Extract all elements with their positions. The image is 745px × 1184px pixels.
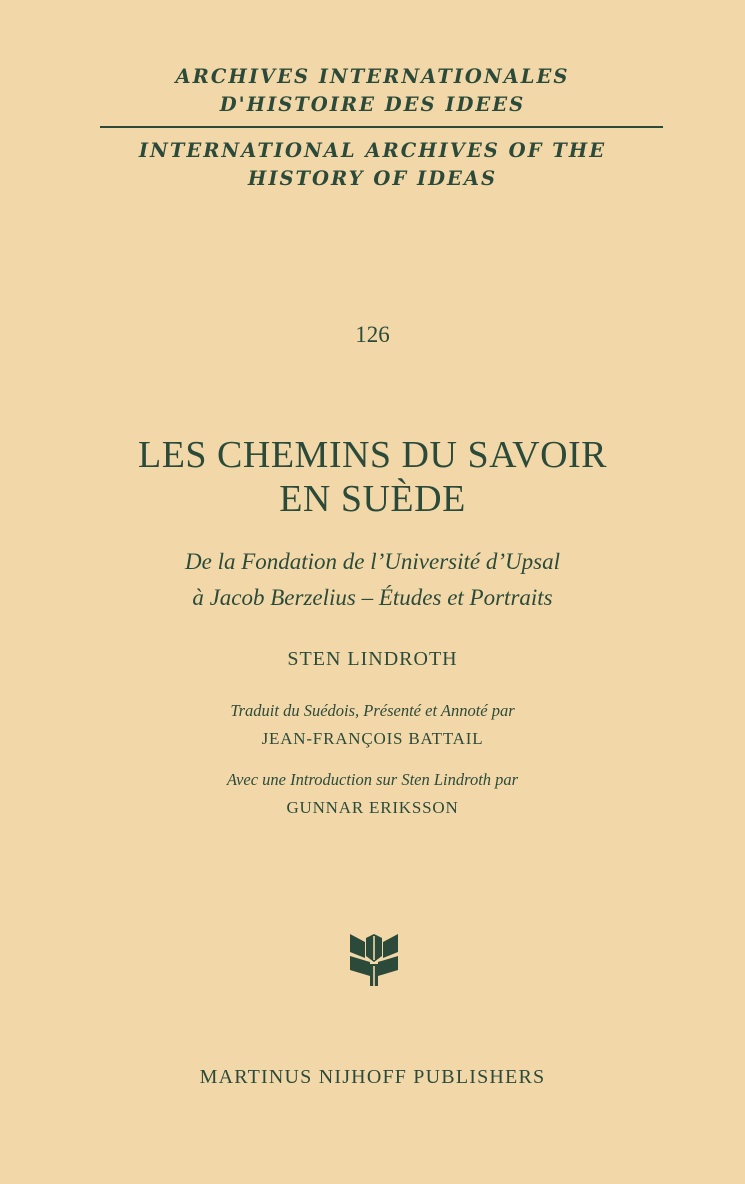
- series-english-line-2: HISTORY OF IDEAS: [247, 167, 498, 190]
- translation-credit-label: Traduit du Suédois, Présenté et Annoté par: [230, 701, 515, 720]
- book-title-line-1: LES CHEMINS DU SAVOIR: [137, 434, 608, 476]
- volume-number: 126: [355, 322, 390, 347]
- nijhoff-logo-icon: [348, 932, 400, 988]
- series-divider: [100, 126, 663, 128]
- author-name: STEN LINDROTH: [287, 648, 458, 670]
- introduction-author-name: GUNNAR ERIKSSON: [286, 798, 459, 817]
- series-english-line-1: INTERNATIONAL ARCHIVES OF THE: [138, 139, 607, 162]
- introduction-credit-label: Avec une Introduction sur Sten Lindroth par: [226, 770, 519, 789]
- publisher-name: MARTINUS NIJHOFF PUBLISHERS: [199, 1066, 546, 1088]
- series-french-line-1: ARCHIVES INTERNATIONALES: [175, 65, 570, 88]
- series-french-line-2: D'HISTOIRE DES IDEES: [219, 93, 526, 116]
- subtitle-line-1: De la Fondation de l’Université d’Upsal: [185, 549, 560, 574]
- translator-name: JEAN-FRANÇOIS BATTAIL: [261, 729, 484, 748]
- subtitle-line-2: à Jacob Berzelius – Études et Portraits: [192, 585, 553, 610]
- book-title-line-2: EN SUÈDE: [279, 478, 466, 520]
